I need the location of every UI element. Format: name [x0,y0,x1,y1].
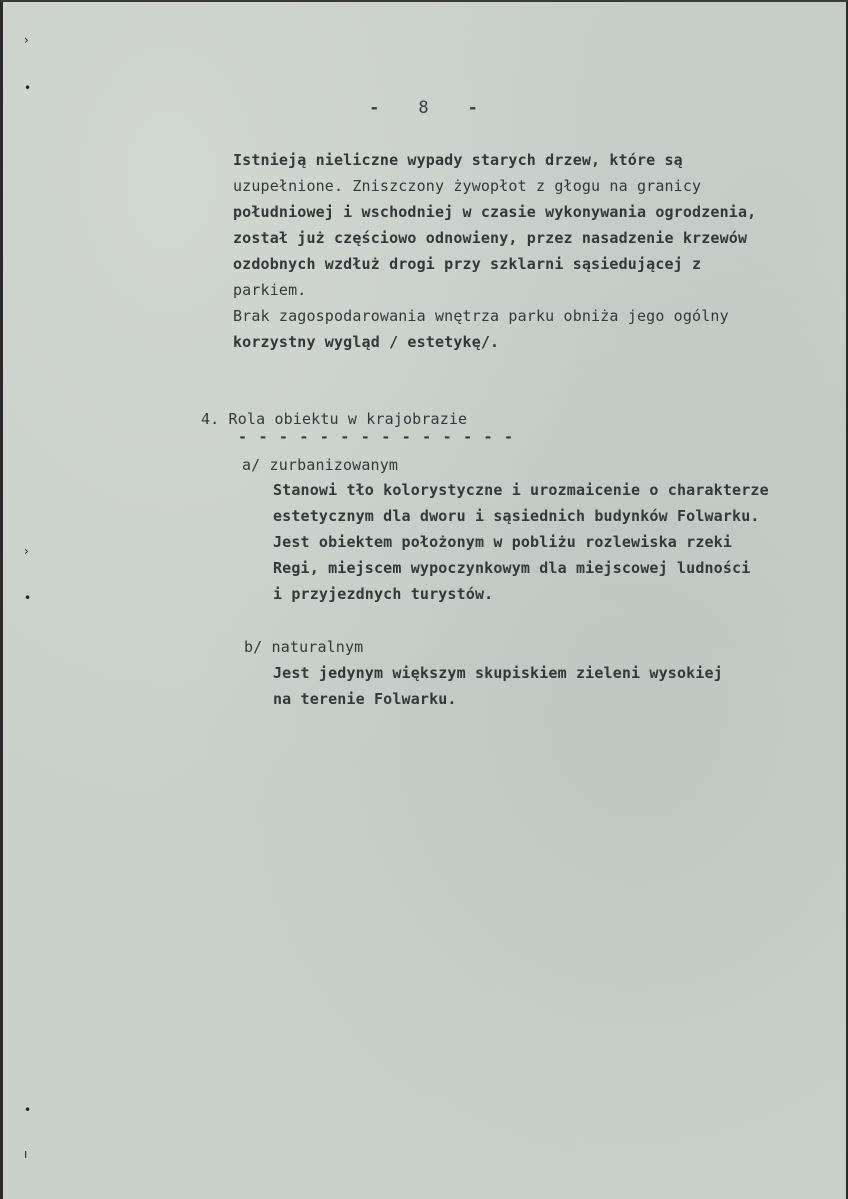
subsection-a-line: Stanowi tło kolorystyczne i urozmaicenie o charakterze [273,481,769,499]
subsection-a-line: Regi, miejscem wypoczynkowym dla miejscowej ludności [273,559,751,577]
section-heading-underline: - - - - - - - - - - - - - - [238,428,515,446]
paragraph-line: parkiem. [233,281,307,299]
margin-mark: › [24,544,29,558]
subsection-b-line: na terenie Folwarku. [273,690,457,708]
paragraph-line: ozdobnych wzdłuż drogi przy szklarni sąsiedującej z [233,255,702,273]
section-heading: 4. Rola obiektu w krajobrazie [201,410,468,428]
paragraph-line: południowej i wschodniej w czasie wykonywania ogrodzenia, [233,203,757,221]
subsection-b-line: Jest jedynym większym skupiskiem zieleni wysokiej [273,664,723,682]
paragraph-line: korzystny wygląd / estetykę/. [233,333,500,351]
margin-mark: • [24,591,32,605]
scan-edge-left [0,0,3,1199]
margin-mark: › [24,33,29,47]
subsection-a-line: estetycznym dla dworu i sąsiednich budynków Folwarku. [273,507,760,525]
paragraph-line: Istnieją nieliczne wypady starych drzew, które są [233,151,683,169]
page-number [0,98,848,118]
page-number-value: 8 [418,98,430,118]
subsection-a-line: Jest obiektem położonym w pobliżu rozlewiska rzeki [273,533,733,551]
page-number-dash-right: - [467,98,479,118]
scan-edge-top [0,0,848,2]
subsection-a-line: i przyjezdnych turystów. [273,585,494,603]
page-number-dash-left: - [369,98,381,118]
margin-mark: • [24,1103,32,1117]
paragraph-line: Brak zagospodarowania wnętrza parku obniża jego ogólny [233,307,729,325]
margin-mark: • [24,81,32,95]
paragraph-line: uzupełnione. Zniszczony żywopłot z głogu na granicy [233,177,702,195]
margin-mark: ı [24,1147,28,1161]
subsection-a-label: a/ zurbanizowanym [242,456,399,474]
subsection-b-label: b/ naturalnym [244,638,364,656]
paragraph-line: został już częściowo odnowieny, przez nasadzenie krzewów [233,229,748,247]
